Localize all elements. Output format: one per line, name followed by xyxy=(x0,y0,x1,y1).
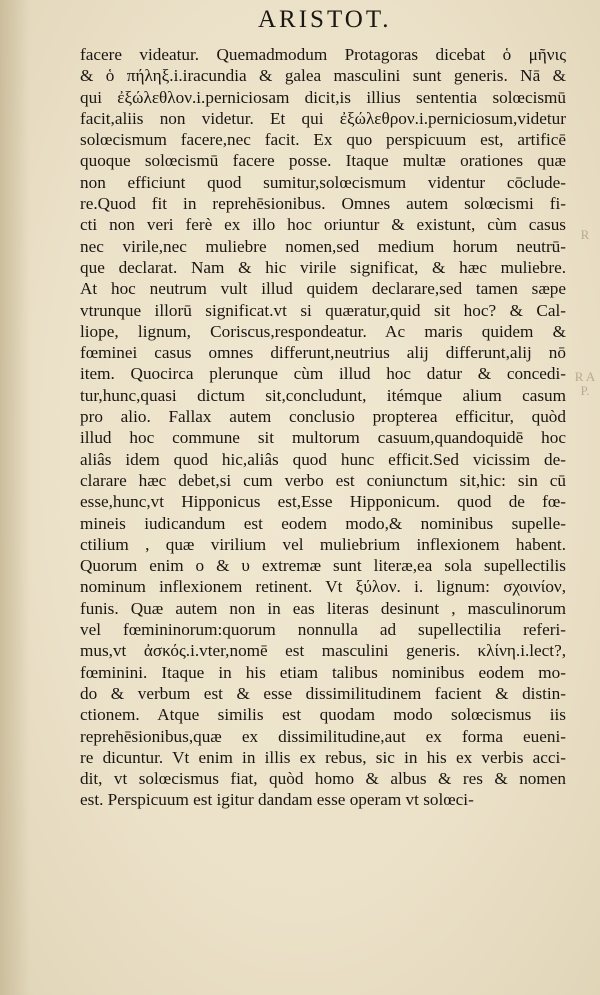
text-line: quoque solœcismū facere posse. Itaque multæ orationes quæ xyxy=(80,151,566,171)
text-line: illud hoc commune sit multorum casuum,quandoquidē hoc xyxy=(80,428,566,448)
gutter-shadow xyxy=(0,0,30,995)
text-line: nec virile,nec muliebre nomen,sed medium horum neutrū- xyxy=(80,236,566,256)
text-line: fœminei casus omnes differunt,neutrius alij differunt,alij nō xyxy=(80,343,566,363)
text-line: cti non veri ferè ex illo hoc oriuntur & existunt, cùm casus xyxy=(80,215,566,235)
text-line: non efficiunt quod sumitur,solœcismum videntur cōclude- xyxy=(80,172,566,192)
text-line: liope, lignum, Coriscus,respondeatur. Ac maris quidem & xyxy=(80,321,566,341)
text-line: vtrunque illorū significat.vt si quæratur,quid sit hoc? & Cal- xyxy=(80,300,566,320)
text-line: facere videatur. Quemadmodum Protagoras dicebat ὁ μῆνις xyxy=(80,45,566,64)
text-line: Quorum enim ο & υ extremæ sunt literæ,ea sola supellectilis xyxy=(80,556,566,576)
text-line: ctilium , quæ virilium vel muliebrium inflexionem habent. xyxy=(80,534,566,554)
text-line: fœminini. Itaque in his etiam talibus nominibus eodem mo- xyxy=(80,662,566,682)
running-head: ARISTOT. xyxy=(258,6,392,33)
text-line: clarare hæc debet,si cum verbo est coniunctum sit,hic: sin cū xyxy=(80,470,566,490)
text-line: funis. Quæ autem non in eas literas desinunt , masculinorum xyxy=(80,598,566,618)
text-line: que declarat. Nam & hic virile significat, & hæc muliebre. xyxy=(80,257,566,277)
text-line: & ὁ πήληξ.i.iracundia & galea masculini sunt generis. Nā & xyxy=(80,66,566,86)
text-line: solœcismum facere,nec facit. Ex quo perspicuum est, artificē xyxy=(80,130,566,150)
text-line: re.Quod fit in reprehēsionibus. Omnes autem solœcismi fi- xyxy=(80,194,566,214)
text-line: aliâs idem quod hic,aliâs quod hunc efficit.Sed vicissim de- xyxy=(80,449,566,469)
text-line: esse,hunc,vt Hipponicus est,Esse Hipponicum. quod de fœ- xyxy=(80,492,566,512)
text-line: mineis iudicandum est eodem modo,& nominibus supelle- xyxy=(80,513,566,533)
text-line: nominum inflexionem retinent. Vt ξύλον. i. lignum: σχοινίον, xyxy=(80,577,566,597)
bleed-through-mark-upper: R xyxy=(580,227,590,242)
text-line: ctionem. Atque similis est quodam modo solœcismus iis xyxy=(80,705,566,725)
text-line: mus,vt ἀσκός.i.vter,nomē est masculini generis. κλίνη.i.lect?, xyxy=(80,641,566,661)
text-line: tur,hunc,quasi dictum sit,concludunt, itémque alium casum xyxy=(80,385,566,405)
text-line: pro alio. Fallax autem conclusio propterea efficitur, quòd xyxy=(80,407,566,427)
text-line: do & verbum est & esse dissimilitudinem facient & distin- xyxy=(80,683,566,703)
text-line: reprehēsionibus,quæ ex dissimilitudine,aut ex forma eueni- xyxy=(80,726,566,746)
text-line: item. Quocirca plerunque cùm illud hoc datur & concedi- xyxy=(80,364,566,384)
text-block xyxy=(80,44,566,811)
text-line: vel fœmininorum:quorum nonnulla ad supellectilia referi- xyxy=(80,620,566,640)
bleed-through-mark-lower: R A P. xyxy=(574,369,596,398)
text-line: qui ἐξώλεθλον.i.perniciosam dicit,is illius sententia solœcismū xyxy=(80,87,566,107)
text-line: est. Perspicuum est igitur dandam esse operam vt solœci- xyxy=(80,790,474,810)
text-line: At hoc neutrum vult illud quidem declarare,sed tamen sæpe xyxy=(80,279,566,299)
text-line: dit, vt solœcismus fiat, quòd homo & albus & res & nomen xyxy=(80,769,566,789)
text-line: facit,aliis non videtur. Et qui ἐξώλεθρον.i.perniciosum,videtur xyxy=(80,108,566,128)
text-line: re dicuntur. Vt enim in illis ex rebus, sic in his ex verbis acci- xyxy=(80,747,566,767)
